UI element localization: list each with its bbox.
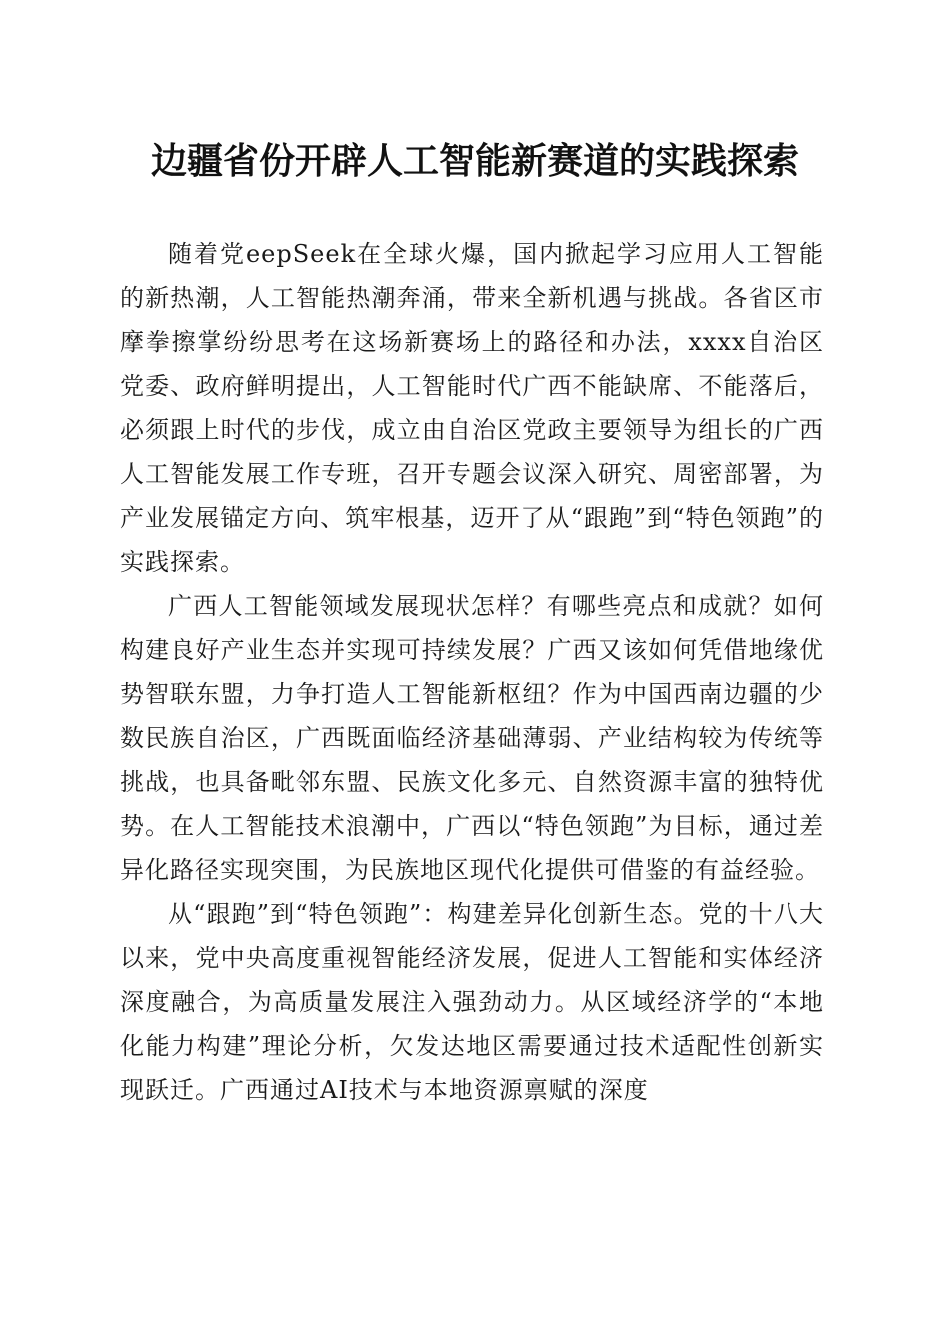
- document-body: [120, 232, 824, 1112]
- paragraph-3: 从“跟跑”到“特色领跑”：构建差异化创新生态。党的十八大以来，党中央高度重视智能经济发展，促进人工智能和实体经济深度融合，为高质量发展注入强劲动力。从区域经济学的“本地化能力构建”理论分析，欠发达地区需要通过技术适配性创新实现跃迁。广西通过AI技术与本地资源禀赋的深度: [120, 900, 824, 1104]
- document-title: 边疆省份开辟人工智能新赛道的实践探索: [150, 140, 799, 182]
- paragraph-2: 广西人工智能领域发展现状怎样？有哪些亮点和成就？如何构建良好产业生态并实现可持续发展？广西又该如何凭借地缘优势智联东盟，力争打造人工智能新枢纽？作为中国西南边疆的少数民族自治区，广西既面临经济基础薄弱、产业结构较为传统等挑战，也具备毗邻东盟、民族文化多元、自然资源丰富的独特优势。在人工智能技术浪潮中，广西以“特色领跑”为目标，通过差异化路径实现突围，为民族地区现代化提供可借鉴的有益经验。: [120, 592, 824, 884]
- paragraph-1: 随着党eepSeek在全球火爆，国内掀起学习应用人工智能的新热潮，人工智能热潮奔涌，带来全新机遇与挑战。各省区市摩拳擦掌纷纷思考在这场新赛场上的路径和办法，xxxx自治区党委、政府鲜明提出，人工智能时代广西不能缺席、不能落后，必须跟上时代的步伐，成立由自治区党政主要领导为组长的广西人工智能发展工作专班，召开专题会议深入研究、周密部署，为产业发展锚定方向、筑牢根基，迈开了从“跟跑”到“特色领跑”的实践探索。: [120, 240, 824, 576]
